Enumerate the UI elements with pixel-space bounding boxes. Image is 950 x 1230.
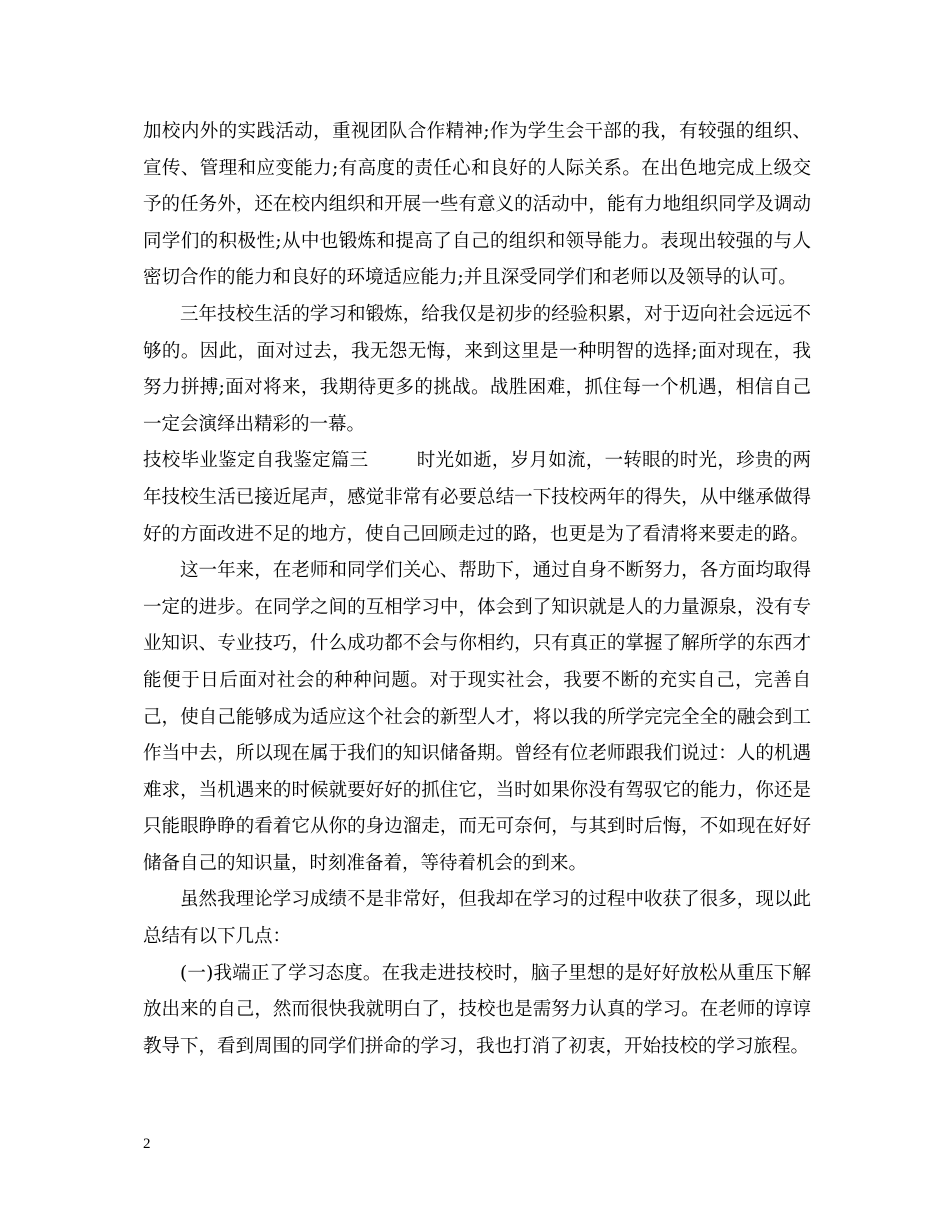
paragraph-1: 加校内外的实践活动，重视团队合作精神;作为学生会干部的我，有较强的组织、宣传、管理和应变能力;有高度的责任心和良好的人际关系。在出色地完成上级交予的任务外，还在校内组织和开展一些有意义的活动中，能有力地组织同学及调动同学们的积极性;从中也锻炼和提高了自己的组织和领导能力。表现出较强的与人密切合作的能力和良好的环境适应能力;并且深受同学们和老师以及领导的认可。 [143,121,811,289]
paragraph-3 [143,443,811,553]
paragraph-2: 三年技校生活的学习和锻炼，给我仅是初步的经验积累，对于迈向社会远远不够的。因此，面对过去，我无怨无悔，来到这里是一种明智的选择;面对现在，我努力拼搏;面对将来，我期待更多的挑战。战胜困难，抓住每一个机遇，相信自己一定会演绎出精彩的一幕。 [143,303,811,435]
section-heading: 技校毕业鉴定自我鉴定篇三 [143,450,369,472]
paragraph-5: 虽然我理论学习成绩不是非常好，但我却在学习的过程中收获了很多，现以此总结有以下几点： [143,889,811,948]
page-number: 2 [143,1136,151,1152]
document-body [143,114,811,1065]
paragraph-3-text: 时光如逝，岁月如流，一转眼的时光，珍贵的两年技校生活已接近尾声，感觉非常有必要总结一下技校两年的得失，从中继承做得好的方面改进不足的地方，使自己回顾走过的路，也更是为了看清将来要走的路。 [143,450,811,545]
paragraph-4: 这一年来，在老师和同学们关心、帮助下，通过自身不断努力，各方面均取得一定的进步。在同学之间的互相学习中，体会到了知识就是人的力量源泉，没有专业知识、专业技巧，什么成功都不会与你相约，只有真正的掌握了解所学的东西才能便于日后面对社会的种种问题。对于现实社会，我要不断的充实自己，完善自己，使自己能够成为适应这个社会的新型人才，将以我的所学完完全全的融会到工作当中去，所以现在属于我们的知识储备期。曾经有位老师跟我们说过：人的机遇难求，当机遇来的时候就要好好的抓住它，当时如果你没有驾驭它的能力，你还是只能眼睁睁的看着它从你的身边溜走，而无可奈何，与其到时后悔，不如现在好好储备自己的知识量，时刻准备着，等待着机会的到来。 [143,560,811,874]
paragraph-6: (一)我端正了学习态度。在我走进技校时，脑子里想的是好好放松从重压下解放出来的自己，然而很快我就明白了，技校也是需努力认真的学习。在老师的谆谆教导下，看到周围的同学们拼命的学习，我也打消了初衷，开始技校的学习旅程。 [143,962,811,1057]
